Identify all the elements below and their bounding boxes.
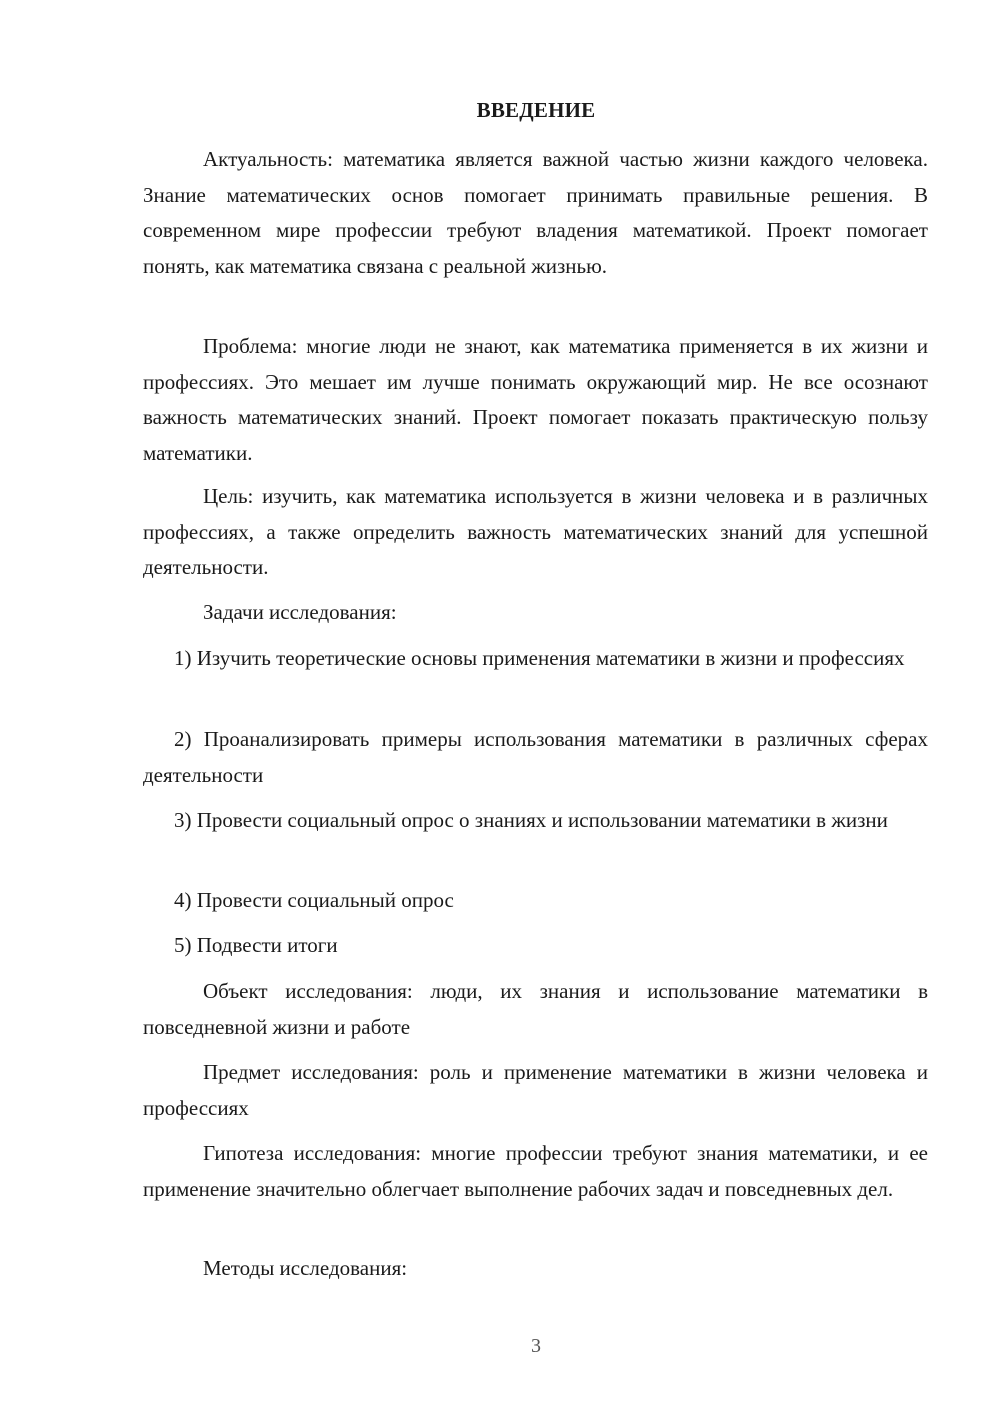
paragraph-subject: Предмет исследования: роль и применение математики в жизни человека и профессиях (143, 1060, 928, 1120)
section-heading: ВВЕДЕНИЕ (476, 98, 596, 122)
page-number: 3 (531, 1335, 541, 1357)
list-item-task-5: 5) Подвести итоги (174, 933, 338, 957)
list-item-task-2: 2) Проанализировать примеры использования математики в различных сферах деятельности (143, 727, 928, 787)
list-item-task-4: 4) Провести социальный опрос (174, 888, 454, 912)
paragraph-hypothesis: Гипотеза исследования: многие профессии требуют знания математики, и ее применение значительно облегчает выполнение рабочих задач и повседневных дел. (143, 1141, 928, 1201)
paragraph-object: Объект исследования: люди, их знания и использование математики в повседневной жизни и работе (143, 979, 928, 1039)
list-item-task-3: 3) Провести социальный опрос о знаниях и использовании математики в жизни (174, 808, 888, 832)
paragraph-problem: Проблема: многие люди не знают, как математика применяется в их жизни и профессиях. Это мешает им лучше понимать окружающий мир. Не все осознают важность математических знаний. Проект помогает показать практическую пользу математики. (143, 334, 928, 465)
paragraph-tasks-heading: Задачи исследования: (203, 600, 397, 624)
list-item-task-1: 1) Изучить теоретические основы применения математики в жизни и профессиях (174, 646, 905, 670)
paragraph-relevance: Актуальность: математика является важной частью жизни каждого человека. Знание математических основ помогает принимать правильные решения. В современном мире профессии требуют владения математикой. Проект помогает понять, как математика связана с реальной жизнью. (143, 147, 928, 278)
paragraph-methods: Методы исследования: (203, 1256, 408, 1280)
paragraph-goal: Цель: изучить, как математика используется в жизни человека и в различных профессиях, а также определить важность математических знаний для успешной деятельности. (143, 484, 928, 579)
